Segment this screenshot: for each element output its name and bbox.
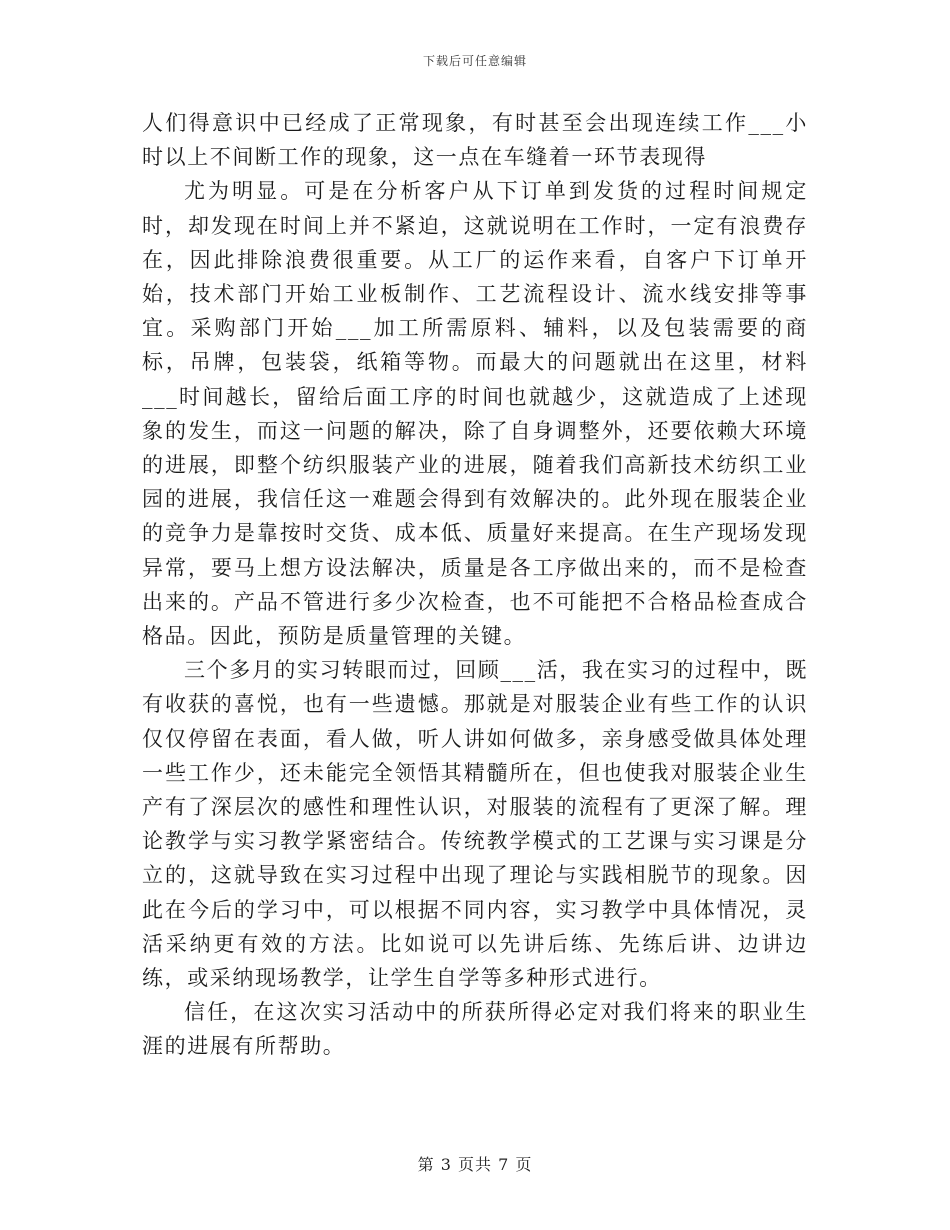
page-header: 下载后可任意编辑 (422, 54, 527, 68)
paragraph-4: 信任，在这次实习活动中的所获所得必定对我们将来的职业生涯的进展有所帮助。 (142, 1000, 808, 1059)
page-footer: 第 3 页共 7 页 (417, 1155, 533, 1174)
document-body (142, 106, 808, 1064)
paragraph-1: 人们得意识中已经成了正常现象，有时甚至会出现连续工作___小时以上不间断工作的现象，这一点在车缝着一环节表现得 (142, 111, 808, 170)
paragraph-3: 三个多月的实习转眼而过，回顾___活，我在实习的过程中，既有收获的喜悦，也有一些遗憾。那就是对服装企业有些工作的认识仅仅停留在表面，看人做，听人讲如何做多，亲身感受做具体处理一些工作少，还未能完全领悟其精髓所在，但也使我对服装企业生产有了深层次的感性和理性认识，对服装的流程有了更深了解。理论教学与实习教学紧密结合。传统教学模式的工艺课与实习课是分立的，这就导致在实习过程中出现了理论与实践相脱节的现象。因此在今后的学习中，可以根据不同内容，实习教学中具体情况，灵活采纳更有效的方法。比如说可以先讲后练、先练后讲、边讲边练，或采纳现场教学，让学生自学等多种形式进行。 (142, 658, 808, 991)
paragraph-2: 尤为明显。可是在分析客户从下订单到发货的过程时间规定时，却发现在时间上并不紧迫，这就说明在工作时，一定有浪费存在，因此排除浪费很重要。从工厂的运作来看，自客户下订单开始，技术部门开始工业板制作、工艺流程设计、流水线安排等事宜。采购部门开始___加工所需原料、辅料，以及包装需要的商标，吊牌，包装袋，纸箱等物。而最大的问题就出在这里，材料___时间越长，留给后面工序的时间也就越少，这就造成了上述现象的发生，而这一问题的解决，除了自身调整外，还要依赖大环境的进展，即整个纺织服装产业的进展，随着我们高新技术纺织工业园的进展，我信任这一难题会得到有效解决的。此外现在服装企业的竞争力是靠按时交货、成本低、质量好来提高。在生产现场发现异常，要马上想方设法解决，质量是各工序做出来的，而不是检查出来的。产品不管进行多少次检查，也不可能把不合格品检查成合格品。因此，预防是质量管理的关键。 (142, 179, 808, 649)
